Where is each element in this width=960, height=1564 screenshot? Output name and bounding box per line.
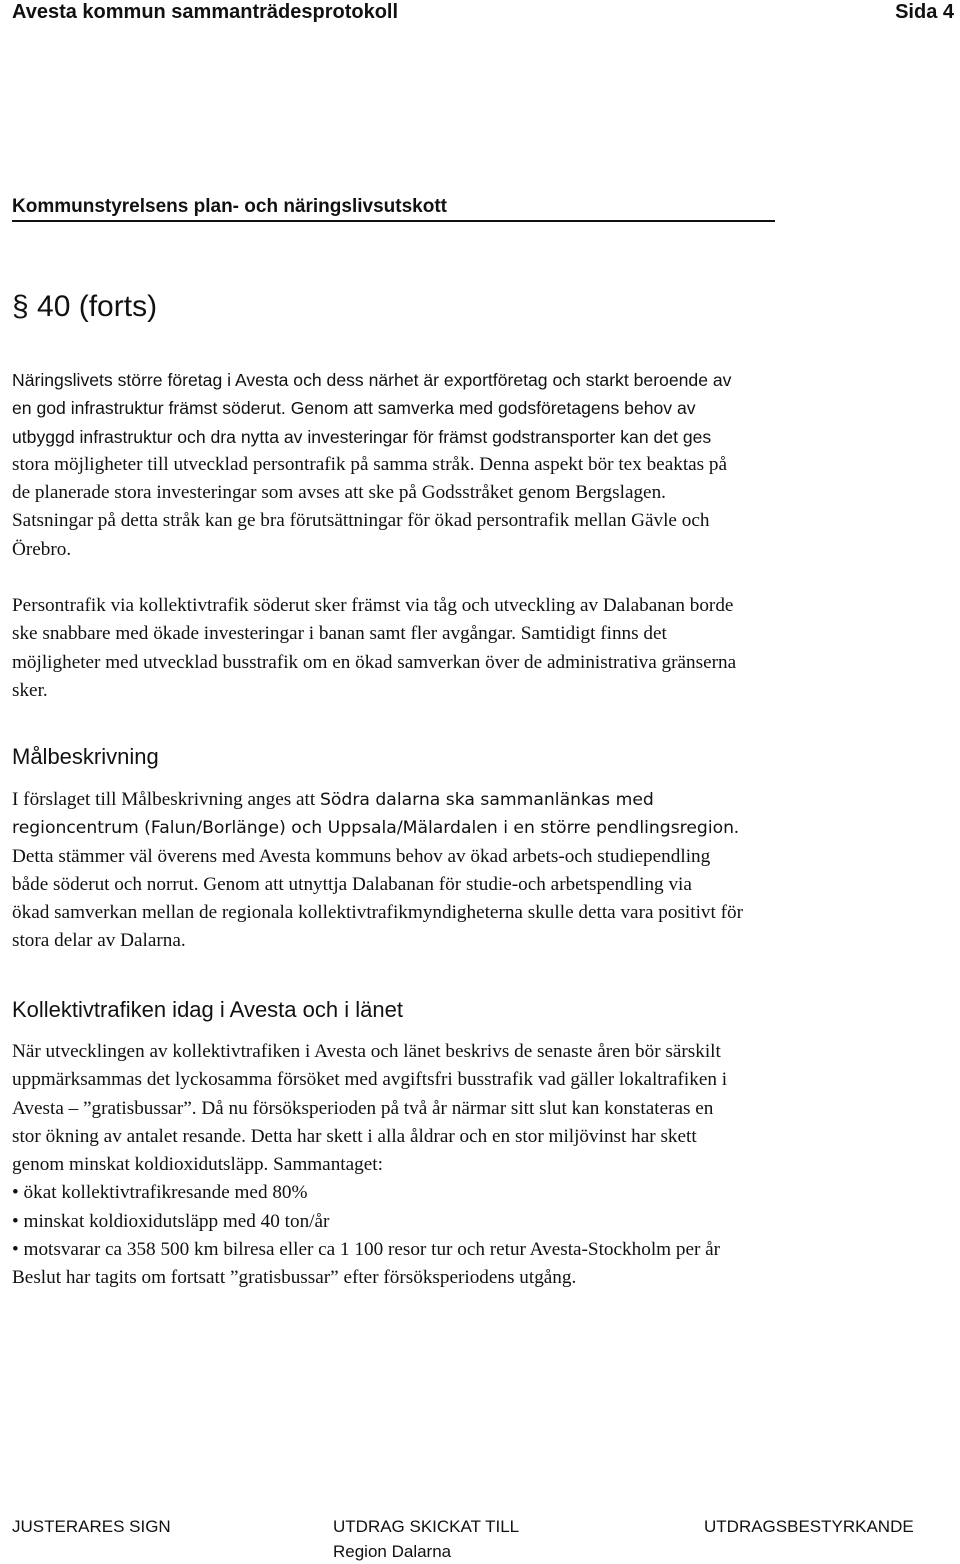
paragraph-line: uppmärksammas det lyckosamma försöket med avgiftsfri busstrafik vad gäller lokaltrafiken i bbox=[12, 1069, 728, 1091]
bullet-text: ökat kollektivtrafikresande med 80% bbox=[23, 1182, 308, 1204]
bullet-icon: • bbox=[12, 1210, 24, 1232]
paragraph-line: Näringslivets större företag i Avesta och dess närhet är exportföretag och starkt beroende av bbox=[12, 370, 732, 390]
paragraph-line: När utvecklingen av kollektivtrafiken i Avesta och länet beskrivs de senaste åren bör särskilt bbox=[12, 1041, 721, 1062]
paragraph-line: Beslut har tagits om fortsatt ”gratisbussar” efter försöksperiodens utgång. bbox=[12, 1267, 577, 1289]
bullet-item bbox=[12, 1179, 948, 1207]
goal-intro-text: I förslaget till Målbeskrivning anges att bbox=[12, 789, 320, 810]
paragraph-line bbox=[12, 814, 948, 842]
bullet-item bbox=[12, 1208, 948, 1236]
heading-goal-description: Målbeskrivning bbox=[12, 744, 159, 769]
committee-name: Kommunstyrelsens plan- och näringslivsutskott bbox=[12, 196, 447, 217]
paragraph-public-transport bbox=[12, 592, 948, 705]
paragraph-free-buses bbox=[12, 1038, 948, 1293]
paragraph-line: möjligheter med utvecklad busstrafik om en ökad samverkan över de administrativa gränserna bbox=[12, 651, 737, 673]
footer-sent-to-label: UTDRAG SKICKAT TILL bbox=[333, 1517, 520, 1536]
paragraph-line: Satsningar på detta stråk kan ge bra förutsättningar för ökad persontrafik mellan Gävle och bbox=[12, 510, 710, 532]
goal-quote-period: . bbox=[734, 817, 739, 839]
goal-quote-part1: Södra dalarna ska sammanlänkas med bbox=[320, 790, 654, 810]
goal-quote-part2: regioncentrum (Falun/Borlänge) och Uppsala/Mälardalen i en större pendlingsregion bbox=[12, 818, 735, 839]
committee-underline bbox=[12, 220, 775, 222]
paragraph-line: ökad samverkan mellan de regionala kollektivtrafikmyndigheterna skulle detta vara positivt för bbox=[12, 902, 744, 924]
paragraph-line: stora möjligheter till utvecklad persontrafik på samma stråk. Denna aspekt bör tex beaktas på bbox=[12, 453, 728, 475]
section-label: 40 (forts) bbox=[37, 290, 158, 323]
section-heading bbox=[12, 290, 157, 324]
paragraph-goal bbox=[12, 786, 948, 956]
paragraph-line: stora delar av Dalarna. bbox=[12, 930, 186, 952]
bullet-icon: • bbox=[12, 1239, 24, 1261]
section-symbol: § bbox=[12, 290, 29, 323]
paragraph-line: Örebro. bbox=[12, 538, 72, 560]
paragraph-line bbox=[12, 786, 948, 814]
paragraph-line: både söderut och norrut. Genom att utnyttja Dalabanan för studie-och arbetspendling via bbox=[12, 873, 692, 895]
paragraph-line: de planerade stora investeringar som avses att ske på Godsstråket genom Bergslagen. bbox=[12, 482, 666, 504]
paragraph-line: en god infrastruktur främst söderut. Genom att samverka med godsföretagens behov av bbox=[12, 398, 696, 419]
bullet-item bbox=[12, 1236, 948, 1264]
paragraph-line: Persontrafik via kollektivtrafik söderut sker främst via tåg och utveckling av Dalabanan borde bbox=[12, 595, 734, 616]
footer-certify-label: UTDRAGSBESTYRKANDE bbox=[704, 1517, 914, 1536]
page-number: Sida 4 bbox=[895, 1, 954, 23]
bullet-icon: • bbox=[12, 1182, 24, 1204]
paragraph-infrastructure bbox=[12, 366, 948, 564]
paragraph-line: sker. bbox=[12, 679, 48, 701]
paragraph-line: stor ökning av antalet resande. Detta har skett i alla åldrar och en stor miljövinst har skett bbox=[12, 1125, 697, 1147]
paragraph-line: utbyggd infrastruktur och dra nytta av investeringar för främst godstransporter kan det ges bbox=[12, 426, 712, 447]
heading-transport-today: Kollektivtrafiken idag i Avesta och i länet bbox=[12, 997, 403, 1022]
paragraph-line: Avesta – ”gratisbussar”. Då nu försöksperioden på två år närmar sitt slut kan konstateras en bbox=[12, 1097, 714, 1119]
footer-sent-to-value: Region Dalarna bbox=[333, 1542, 452, 1561]
bullet-text: motsvarar ca 358 500 km bilresa eller ca 1 100 resor tur och retur Avesta-Stockholm per år bbox=[23, 1239, 721, 1261]
document-header-title: Avesta kommun sammanträdesprotokoll bbox=[12, 1, 399, 23]
paragraph-line: Detta stämmer väl överens med Avesta kommuns behov av ökad arbets-och studiependling bbox=[12, 845, 711, 867]
paragraph-line: genom minskat koldioxidutsläpp. Sammantaget: bbox=[12, 1154, 383, 1176]
bullet-text: minskat koldioxidutsläpp med 40 ton/år bbox=[23, 1210, 330, 1232]
footer-signature-label: JUSTERARES SIGN bbox=[12, 1517, 171, 1536]
paragraph-line: ske snabbare med ökade investeringar i banan samt fler avgångar. Samtidigt finns det bbox=[12, 623, 667, 645]
